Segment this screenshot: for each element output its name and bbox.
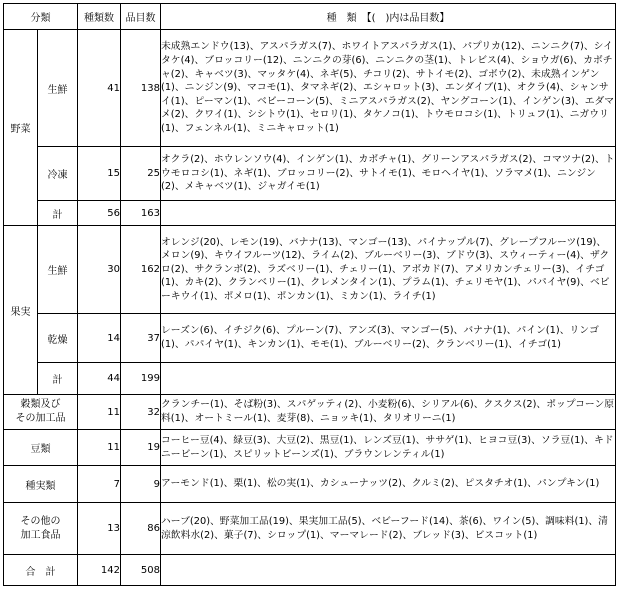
vegetables-fresh-items: 138	[121, 30, 161, 147]
nuts-label: 種実類	[4, 466, 78, 503]
fruits-dried-list: レーズン(6)、イチジク(6)、プルーン(7)、アンズ(3)、マンゴー(5)、バナナ(1)、パイン(1)、リンゴ(1)、パパイヤ(1)、キンカン(1)、モモ(1)、ブルーベリー(2)、クランベリー(1)、イチゴ(1)	[161, 314, 616, 363]
beans-items: 19	[121, 430, 161, 466]
grand-total-kinds: 142	[78, 555, 121, 586]
vegetables-fresh-label: 生鮮	[38, 30, 78, 147]
grand-total-items: 508	[121, 555, 161, 586]
grand-total-list	[161, 555, 616, 586]
nuts-kinds: 7	[78, 466, 121, 503]
fruits-fresh-label: 生鮮	[38, 226, 78, 314]
vegetables-total-items: 163	[121, 201, 161, 226]
table-row	[4, 226, 616, 314]
other-kinds: 13	[78, 503, 121, 555]
other-list: ハーブ(20)、野菜加工品(19)、果実加工品(5)、ベビーフード(14)、茶(6)、ワイン(5)、調味料(1)、清涼飲料水(2)、菓子(7)、シロップ(1)、マーマレード(2)、ブレッド(3)、ビスコット(1)	[161, 503, 616, 555]
fruits-total-items: 199	[121, 363, 161, 395]
table-row	[4, 30, 616, 147]
vegetables-frozen-items: 25	[121, 147, 161, 201]
fruits-dried-kinds: 14	[78, 314, 121, 363]
grains-label-line2: その加工品	[15, 413, 66, 424]
vegetables-total-label: 計	[38, 201, 78, 226]
fruits-total-label: 計	[38, 363, 78, 395]
beans-list: コーヒー豆(4)、緑豆(3)、大豆(2)、黒豆(1)、レンズ豆(1)、ササゲ(1)、ヒヨコ豆(3)、ソラ豆(1)、キドニービーン(1)、スピリットビーンズ(1)、ブラウンレンティル(1)	[161, 430, 616, 466]
vegetables-fresh-kinds: 41	[78, 30, 121, 147]
fruits-label: 果実	[4, 226, 38, 395]
fruits-dried-items: 37	[121, 314, 161, 363]
vegetables-frozen-kinds: 15	[78, 147, 121, 201]
grand-total-label: 合 計	[4, 555, 78, 586]
table-row	[4, 201, 616, 226]
vegetables-total-kinds: 56	[78, 201, 121, 226]
import-items-table	[3, 3, 616, 586]
beans-kinds: 11	[78, 430, 121, 466]
vegetables-frozen-list: オクラ(2)、ホウレンソウ(4)、インゲン(1)、カボチャ(1)、グリーンアスパラガス(2)、コマツナ(2)、トウモロコシ(1)、ネギ(1)、ブロッコリー(2)、サトイモ(1)、モロヘイヤ(1)、ソラマメ(1)、ニンジン(2)、メキャベツ(1)、ジャガイモ(1)	[161, 147, 616, 201]
grains-kinds: 11	[78, 395, 121, 430]
other-label-line1: その他の	[20, 515, 61, 527]
fruits-fresh-list: オレンジ(20)、レモン(19)、バナナ(13)、マンゴー(13)、パイナップル(7)、グレープフルーツ(19)、メロン(9)、キウイフルーツ(12)、ライム(2)、ブルーベリー(3)、ブドウ(3)、スウィーティー(4)、ザクロ(2)、サクランボ(2)、ラズベリー(1)、チェリー(1)、アボカド(7)、アメリカンチェリー(3)、イチゴ(1)、カキ(2)、クランベリー(1)、クレメンタイン(1)、プラム(1)、チェリモヤ(1)、パパイヤ(9)、ベビーキウイ(1)、ポメロ(1)、ポンカン(1)、ミカン(1)、ライチ(1)	[161, 226, 616, 314]
fruits-fresh-kinds: 30	[78, 226, 121, 314]
header-row	[4, 4, 616, 30]
fruits-fresh-items: 162	[121, 226, 161, 314]
table-row	[4, 555, 616, 586]
other-label	[4, 503, 78, 555]
table-row	[4, 363, 616, 395]
vegetables-fresh-list: 未成熟エンドウ(13)、アスパラガス(7)、ホワイトアスパラガス(1)、パプリカ(12)、ニンニク(7)、シイタケ(4)、ブロッコリー(12)、ニンニクの芽(6)、ニンニクの茎(1)、トレビス(4)、ショウガ(6)、カボチャ(2)、キャベツ(3)、マッタケ(4)、ネギ(5)、チコリ(2)、サトイモ(2)、ゴボウ(2)、未成熟インゲン(1)、ニンジン(9)、マコモ(1)、タマネギ(2)、エシャロット(3)、エンダイブ(1)、オクラ(4)、シャンサイ(1)、ピーマン(1)、ベビーコーン(5)、ミニアスパラガス(2)、ヤングコーン(1)、インゲン(3)、エダマメ(2)、クワイ(1)、シシトウ(1)、セロリ(1)、タケノコ(1)、トウモロコシ(1)、トリュフ(1)、ニガウリ(1)、フェンネル(1)、ミニキャロット(1)	[161, 30, 616, 147]
header-num-kinds: 種類数	[78, 4, 121, 30]
vegetables-total-list	[161, 201, 616, 226]
vegetables-label: 野菜	[4, 30, 38, 226]
header-kinds: 種 類 【( )内は品目数】	[161, 4, 616, 30]
table-row	[4, 314, 616, 363]
grains-items: 32	[121, 395, 161, 430]
grains-label-line1: 穀類及び	[20, 399, 61, 410]
grains-list: クランチー(1)、そば粉(3)、スパゲッティ(2)、小麦粉(6)、シリアル(6)、クスクス(2)、ポップコーン原料(1)、オートミール(1)、麦芽(8)、ニョッキ(1)、タリオリーニ(1)	[161, 395, 616, 430]
table-row	[4, 147, 616, 201]
header-category: 分類	[4, 4, 78, 30]
other-label-line2: 加工食品	[20, 529, 61, 541]
header-num-items: 品目数	[121, 4, 161, 30]
fruits-dried-label: 乾燥	[38, 314, 78, 363]
table-row	[4, 395, 616, 430]
table-row	[4, 430, 616, 466]
beans-label: 豆類	[4, 430, 78, 466]
nuts-items: 9	[121, 466, 161, 503]
fruits-total-kinds: 44	[78, 363, 121, 395]
vegetables-frozen-label: 冷凍	[38, 147, 78, 201]
table-row	[4, 466, 616, 503]
nuts-list: アーモンド(1)、栗(1)、松の実(1)、カシューナッツ(2)、クルミ(2)、ピスタチオ(1)、パンプキン(1)	[161, 466, 616, 503]
fruits-total-list	[161, 363, 616, 395]
grains-label	[4, 395, 78, 430]
other-items: 86	[121, 503, 161, 555]
table-row	[4, 503, 616, 555]
